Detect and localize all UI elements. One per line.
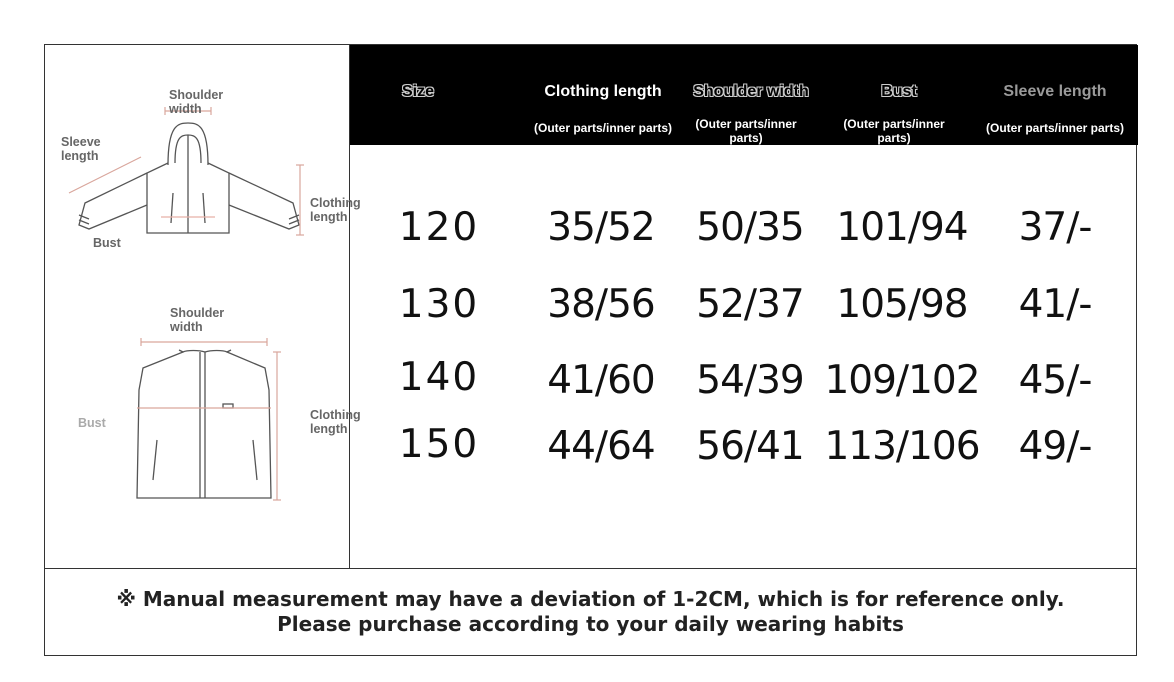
table-cell: 140 — [398, 355, 480, 400]
garment-diagram-panel — [45, 45, 361, 568]
table-cell: 35/52 — [547, 205, 655, 250]
table-cell: 54/39 — [696, 358, 804, 403]
table-cell: 130 — [398, 282, 480, 327]
table-cell: 52/37 — [696, 282, 804, 327]
top-bust-label: Bust — [93, 236, 121, 250]
table-cell: 105/98 — [836, 282, 968, 327]
col-clothing-length-title: Clothing length — [544, 83, 662, 100]
table-cell: 44/64 — [547, 424, 655, 469]
bottom-clothing-label: Clothing length — [310, 408, 361, 436]
table-cell: 41/60 — [547, 358, 655, 403]
col-sleeve-length-subtitle: (Outer parts/inner parts) — [985, 121, 1125, 135]
bottom-bust-label: Bust — [78, 416, 106, 430]
table-cell: 38/56 — [547, 282, 655, 327]
col-bust-title: Bust — [881, 83, 917, 100]
table-cell: 50/35 — [696, 205, 804, 250]
table-cell: 120 — [398, 205, 480, 250]
top-sleeve-label: Sleeve length — [61, 135, 101, 163]
size-chart-frame — [44, 44, 1137, 656]
table-cell: 41/- — [1018, 282, 1092, 327]
measurement-note — [45, 568, 1136, 655]
top-clothing-label: Clothing length — [310, 196, 361, 224]
col-bust-subtitle: (Outer parts/inner parts) — [843, 117, 945, 145]
table-cell: 101/94 — [836, 205, 968, 250]
col-shoulder-width-title: Shoulder width — [693, 83, 809, 100]
col-shoulder-width-subtitle: (Outer parts/inner parts) — [695, 117, 797, 145]
col-size-title: Size — [401, 83, 434, 100]
table-cell: 37/- — [1018, 205, 1092, 250]
size-table-header — [350, 45, 1138, 145]
measurement-note-line1: ※ Manual measurement may have a deviation of 1-2CM, which is for reference only. — [116, 587, 1065, 611]
table-cell: 45/- — [1018, 358, 1092, 403]
table-cell: 56/41 — [696, 424, 804, 469]
table-cell: 150 — [398, 422, 480, 467]
measurement-note-line2: Please purchase according to your daily wearing habits — [277, 612, 904, 636]
vest-diagram — [125, 330, 285, 510]
top-shoulder-label: Shoulder width — [169, 88, 224, 116]
col-clothing-length-subtitle: (Outer parts/inner parts) — [533, 121, 673, 135]
table-cell: 109/102 — [824, 358, 980, 403]
col-sleeve-length-title: Sleeve length — [1003, 83, 1107, 100]
bottom-shoulder-label: Shoulder width — [170, 306, 225, 334]
table-cell: 113/106 — [824, 424, 980, 469]
table-cell: 49/- — [1018, 424, 1092, 469]
hooded-jacket-diagram — [65, 105, 335, 245]
